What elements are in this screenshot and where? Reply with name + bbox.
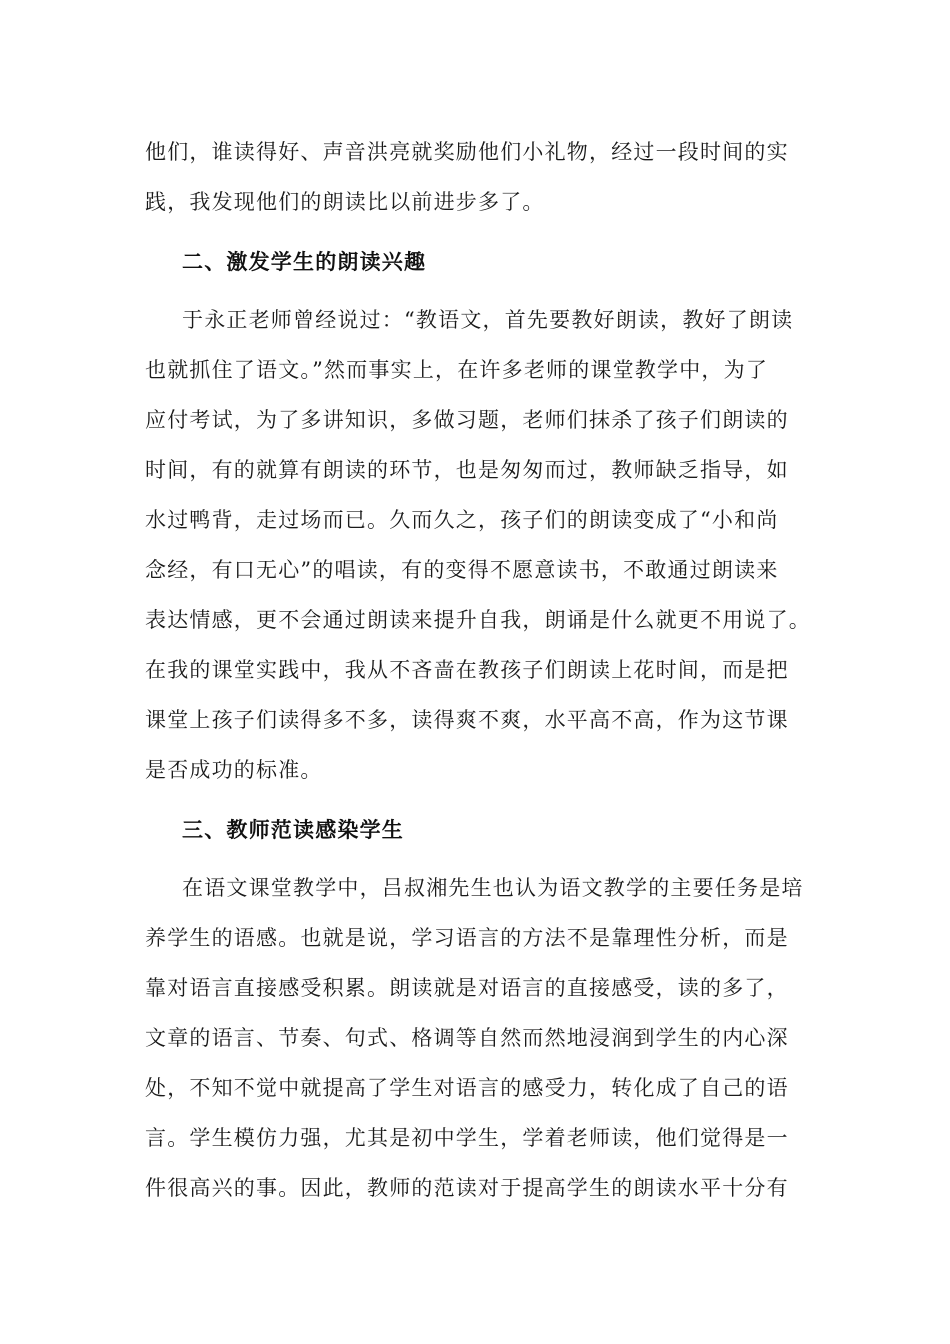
paragraph-line: 处，不知不觉中就提高了学生对语言的感受力，转化成了自己的语: [145, 1076, 789, 1100]
paragraph-line: 靠对语言直接感受积累。朗读就是对语言的直接感受，读的多了，: [145, 976, 789, 1000]
paragraph-line: 在语文课堂教学中，吕叔湘先生也认为语文教学的主要任务是培: [182, 876, 804, 900]
paragraph-line: 也就抓住了语文。”然而事实上，在许多老师的课堂教学中，为了: [145, 358, 769, 382]
paragraph-line: 应付考试，为了多讲知识，多做习题，老师们抹杀了孩子们朗读的: [145, 408, 789, 432]
paragraph-line: 他们，谁读得好、声音洪亮就奖励他们小礼物，经过一段时间的实: [145, 140, 789, 164]
paragraph-line: 时间，有的就算有朗读的环节，也是匆匆而过，教师缺乏指导，如: [145, 458, 789, 482]
section-heading: 二、激发学生的朗读兴趣: [182, 249, 427, 274]
paragraph-line: 在我的课堂实践中，我从不吝啬在教孩子们朗读上花时间，而是把: [145, 658, 789, 682]
paragraph-line: 课堂上孩子们读得多不多，读得爽不爽，水平高不高，作为这节课: [145, 708, 789, 732]
paragraph-line: 文章的语言、节奏、句式、格调等自然而然地浸润到学生的内心深: [145, 1026, 789, 1050]
paragraph-line: 念经，有口无心”的唱读，有的变得不愿意读书，不敢通过朗读来: [145, 558, 779, 582]
paragraph-line: 养学生的语感。也就是说，学习语言的方法不是靠理性分析，而是: [145, 926, 789, 950]
section-heading: 三、教师范读感染学生: [182, 817, 404, 842]
paragraph-line: 水过鸭背，走过场而已。久而久之，孩子们的朗读变成了“小和尚: [145, 508, 779, 532]
paragraph-line: 于永正老师曾经说过：“教语文，首先要教好朗读，教好了朗读: [182, 308, 794, 332]
paragraph-line: 言。学生模仿力强，尤其是初中学生，学着老师读，他们觉得是一: [145, 1126, 789, 1150]
paragraph-line: 表达情感，更不会通过朗读来提升自我，朗诵是什么就更不用说了。: [145, 608, 811, 632]
paragraph-line: 践，我发现他们的朗读比以前进步多了。: [145, 190, 545, 214]
paragraph-line: 是否成功的标准。: [145, 758, 323, 782]
paragraph-line: 件很高兴的事。因此，教师的范读对于提高学生的朗读水平十分有: [145, 1176, 789, 1200]
